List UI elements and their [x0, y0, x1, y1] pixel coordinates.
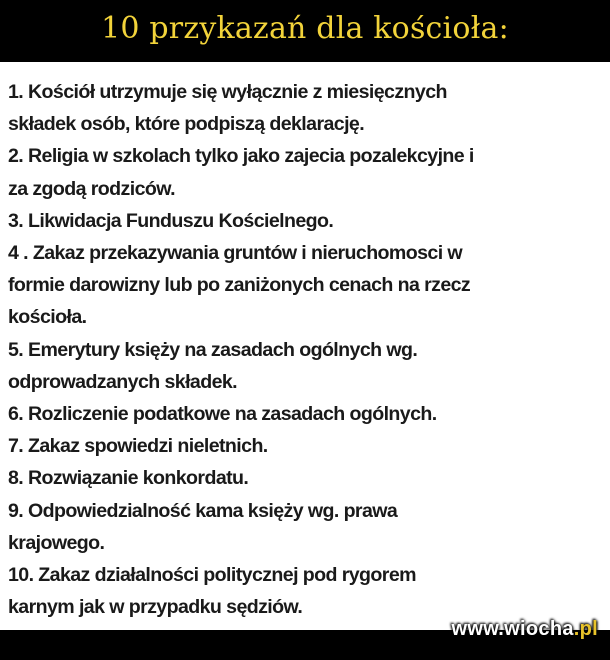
list-line: 8. Rozwiązanie konkordatu.: [8, 467, 249, 490]
list-line: formie darowizny lub po zaniżonych cenach na rzecz: [8, 274, 471, 297]
list-line: 2. Religia w szkolach tylko jako zajecia pozalekcyjne i: [8, 145, 474, 168]
list-line: 1. Kościół utrzymuje się wyłącznie z miesięcznych: [8, 81, 447, 103]
watermark-prefix: www.: [451, 618, 505, 640]
watermark-suffix: .pl: [573, 618, 598, 640]
commandments-list: [0, 62, 610, 630]
page-title: 10 przykazań dla kościoła:: [101, 11, 509, 46]
watermark-name: wiocha: [504, 618, 574, 640]
list-line: kościoła.: [8, 306, 87, 329]
list-line: 7. Zakaz spowiedzi nieletnich.: [8, 435, 268, 458]
header-bar: [0, 0, 610, 62]
list-line: karnym jak w przypadku sędziów.: [8, 596, 303, 619]
list-line: krajowego.: [8, 531, 105, 554]
list-line: 4 . Zakaz przekazywania gruntów i nieruchomosci w: [8, 242, 463, 265]
list-line: 10. Zakaz działalności politycznej pod rygorem: [8, 564, 416, 587]
list-line: 6. Rozliczenie podatkowe na zasadach ogólnych.: [8, 403, 437, 426]
list-line: 5. Emerytury księży na zasadach ogólnych wg.: [8, 338, 418, 361]
watermark: [451, 618, 598, 641]
list-line: 3. Likwidacja Funduszu Kościelnego.: [8, 209, 334, 232]
list-line: składek osób, które podpiszą deklarację.: [8, 113, 365, 136]
list-line: odprowadzanych składek.: [8, 370, 238, 393]
list-line: 9. Odpowiedzialność kama księży wg. prawa: [8, 499, 398, 522]
list-line: za zgodą rodziców.: [8, 177, 176, 200]
